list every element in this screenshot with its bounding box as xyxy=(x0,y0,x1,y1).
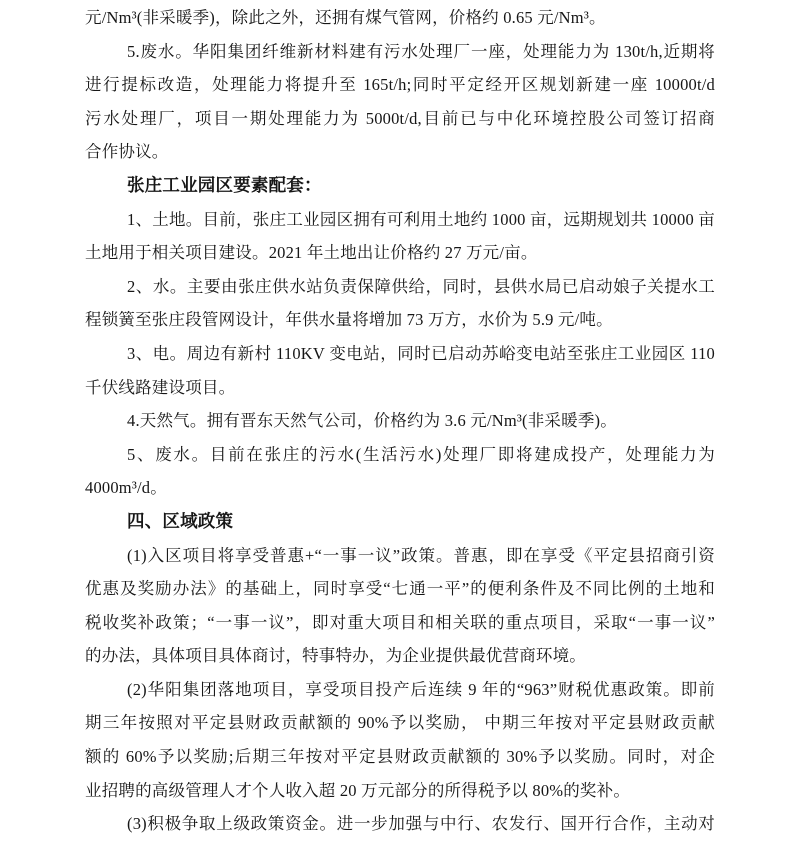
heading-zhangzhuang-park-elements: 张庄工业园区要素配套： xyxy=(127,174,322,195)
text-line-land-item1-2: 土地用于相关项目建设。2021 年土地出让价格约 27 万元/亩。 xyxy=(85,243,538,263)
text-line-wastewater-item5-3: 污水处理厂，项目一期处理能力为 5000t/d,目前已与中化环境控股公司签订招商 xyxy=(85,108,715,128)
text-line-water-item2-1: 2、水。主要由张庄供水站负责保障供给，同时，县供水局已启动娘子关提水工 xyxy=(127,276,715,296)
text-line-policy1-4: 的办法，具体项目具体商讨，特事特办，为企业提供最优营商环境。 xyxy=(85,646,586,666)
text-line-policy1-1: (1)入区项目将享受普惠+“一事一议”政策。普惠，即在享受《平定县招商引资 xyxy=(127,545,715,565)
text-line-wastewater-item5-4: 合作协议。 xyxy=(85,142,169,162)
text-line-wastewater-item5-1: 5.废水。华阳集团纤维新材料建有污水处理厂一座，处理能力为 130t/h,近期将 xyxy=(127,41,715,61)
text-line-policy2-2: 期三年按照对平定县财政贡献额的 90%予以奖励， 中期三年按对平定县财政贡献 xyxy=(85,713,715,733)
text-line-policy1-3: 税收奖补政策；“一事一议”，即对重大项目和相关联的重点项目，采取“一事一议” xyxy=(85,612,715,632)
text-line-sewage-item5-1: 5、废水。目前在张庄的污水(生活污水)处理厂即将建成投产，处理能力为 xyxy=(127,444,715,464)
text-line-land-item1-1: 1、土地。目前，张庄工业园区拥有可利用土地约 1000 亩，远期规划共 10000 亩 xyxy=(127,209,715,229)
heading-section4-regional-policy: 四、区域政策 xyxy=(127,510,234,531)
text-line-continuation-gas-price: 元/Nm³(非采暖季)，除此之外，还拥有煤气管网，价格约 0.65 元/Nm³。 xyxy=(85,8,606,27)
text-line-policy2-1: (2)华阳集团落地项目，享受项目投产后连续 9 年的“963”财税优惠政策。即前 xyxy=(127,679,715,699)
text-line-electricity-item3-1: 3、电。周边有新村 110KV 变电站，同时已启动苏峪变电站至张庄工业园区 110 xyxy=(127,343,715,363)
text-line-policy1-2: 优惠及奖励办法》的基础上，同时享受“七通一平”的便利条件及不同比例的土地和 xyxy=(85,579,715,599)
text-line-water-item2-2: 程锁簧至张庄段管网设计，年供水量将增加 73 万方，水价为 5.9 元/吨。 xyxy=(85,310,613,330)
text-line-sewage-item5-2: 4000m³/d。 xyxy=(85,478,167,498)
text-line-electricity-item3-2: 千伏线路建设项目。 xyxy=(85,377,236,397)
text-line-naturalgas-item4: 4.天然气。拥有晋东天然气公司，价格约为 3.6 元/Nm³(非采暖季)。 xyxy=(127,411,617,431)
text-line-policy3-1: (3)积极争取上级政策资金。进一步加强与中行、农发行、国开行合作，主动对 xyxy=(127,814,715,834)
text-line-wastewater-item5-2: 进行提标改造，处理能力将提升至 165t/h;同时平定经开区规划新建一座 10000t/d xyxy=(85,75,715,95)
text-line-policy2-4: 业招聘的高级管理人才个人收入超 20 万元部分的所得税予以 80%的奖补。 xyxy=(85,780,631,800)
document-text-block xyxy=(85,1,715,841)
text-line-policy2-3: 额的 60%予以奖励;后期三年按对平定县财政贡献额的 30%予以奖励。同时，对企 xyxy=(85,747,715,767)
